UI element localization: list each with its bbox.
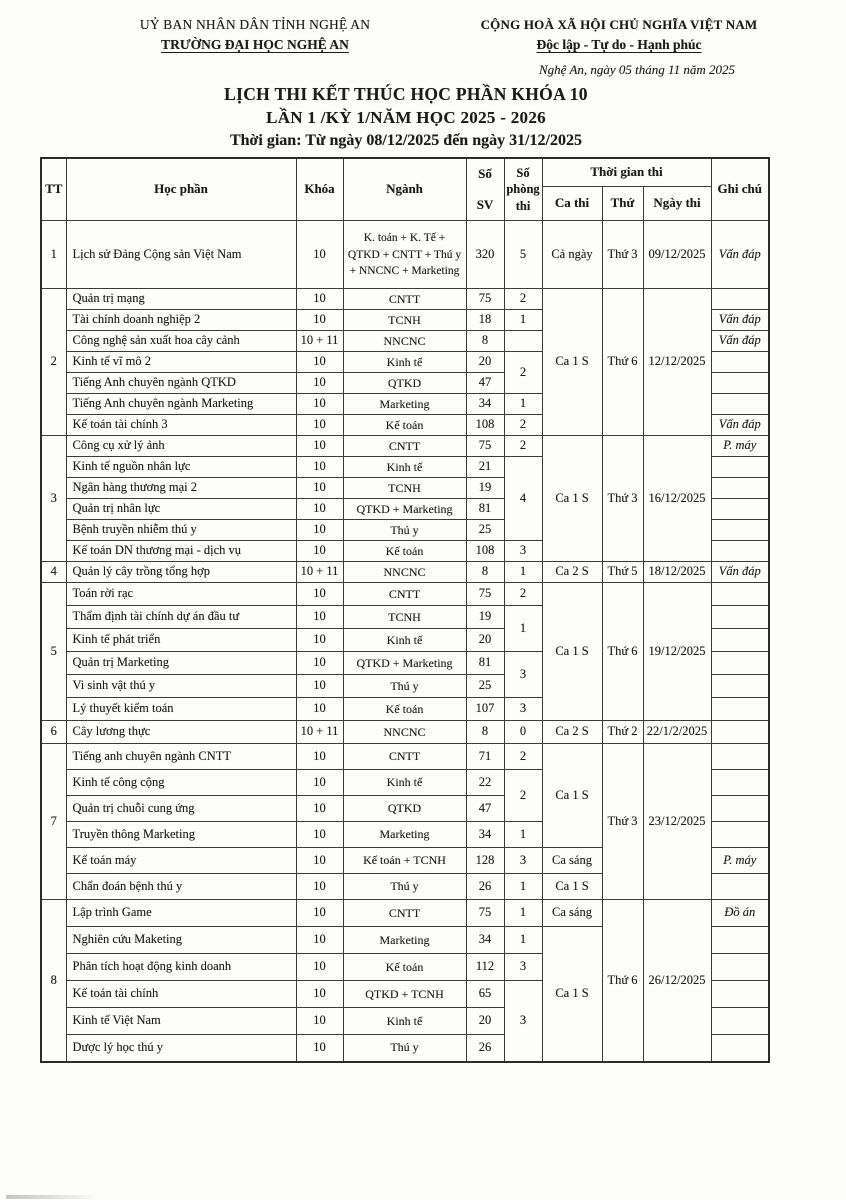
cell-nganh: NNCNC — [343, 721, 466, 744]
cell-nganh: NNCNC — [343, 331, 466, 352]
cell-nganh: QTKD — [343, 373, 466, 394]
cell-ghichu: Vấn đáp — [711, 562, 769, 583]
cell-ghichu — [711, 541, 769, 562]
cell-nganh: Kinh tế — [343, 457, 466, 478]
col-header-cathi: Ca thi — [542, 186, 602, 220]
cell-khoa: 10 — [296, 221, 343, 289]
cell-sophongthi: 1 — [504, 874, 542, 900]
cell-thu: Thứ 6 — [602, 289, 643, 436]
cell-ghichu — [711, 874, 769, 900]
cell-sosv: 26 — [466, 874, 504, 900]
cell-ghichu — [711, 652, 769, 675]
document-title — [0, 84, 812, 150]
table-row — [41, 436, 769, 457]
cell-hocphan: Quản lý cây trồng tổng hợp — [66, 562, 296, 583]
cell-hocphan: Cây lương thực — [66, 721, 296, 744]
cell-thu: Thứ 6 — [602, 583, 643, 721]
cell-hocphan: Kế toán tài chính 3 — [66, 415, 296, 436]
cell-sosv: 65 — [466, 981, 504, 1008]
cell-ngaythi: 12/12/2025 — [643, 289, 711, 436]
cell-hocphan: Thẩm định tài chính dự án đầu tư — [66, 606, 296, 629]
cell-nganh: Kế toán — [343, 541, 466, 562]
cell-hocphan: Kinh tế công cộng — [66, 770, 296, 796]
cell-ghichu — [711, 721, 769, 744]
cell-cathi: Ca 1 S — [542, 744, 602, 848]
cell-hocphan: Kinh tế vĩ mô 2 — [66, 352, 296, 373]
cell-sophongthi: 2 — [504, 289, 542, 310]
cell-sophongthi: 3 — [504, 652, 542, 698]
cell-tt: 3 — [41, 436, 66, 562]
table-row — [41, 289, 769, 310]
cell-ghichu — [711, 954, 769, 981]
cell-cathi: Ca 1 S — [542, 583, 602, 721]
cell-nganh: CNTT — [343, 289, 466, 310]
cell-nganh: Kinh tế — [343, 629, 466, 652]
cell-sophongthi: 1 — [504, 394, 542, 415]
cell-nganh: Kinh tế — [343, 770, 466, 796]
cell-ghichu — [711, 927, 769, 954]
cell-ghichu — [711, 744, 769, 770]
cell-hocphan: Tiếng Anh chuyên ngành QTKD — [66, 373, 296, 394]
cell-khoa: 10 — [296, 874, 343, 900]
cell-nganh: Marketing — [343, 394, 466, 415]
cell-sophongthi: 0 — [504, 721, 542, 744]
cell-tt: 8 — [41, 900, 66, 1062]
cell-nganh: QTKD — [343, 796, 466, 822]
cell-sosv: 21 — [466, 457, 504, 478]
cell-tt: 6 — [41, 721, 66, 744]
cell-hocphan: Công cụ xử lý ảnh — [66, 436, 296, 457]
cell-sophongthi: 1 — [504, 822, 542, 848]
cell-nganh: CNTT — [343, 744, 466, 770]
col-header-tt: TT — [41, 158, 66, 221]
cell-sosv: 108 — [466, 541, 504, 562]
cell-hocphan: Ngân hàng thương mại 2 — [66, 478, 296, 499]
cell-khoa: 10 — [296, 583, 343, 606]
cell-hocphan: Lập trình Game — [66, 900, 296, 927]
cell-ghichu — [711, 499, 769, 520]
cell-khoa: 10 — [296, 848, 343, 874]
cell-sosv: 47 — [466, 796, 504, 822]
cell-sosv: 75 — [466, 900, 504, 927]
cell-khoa: 10 — [296, 1035, 343, 1062]
title-line2: LẦN 1 /KỲ 1/NĂM HỌC 2025 - 2026 — [266, 108, 546, 127]
cell-sosv: 34 — [466, 822, 504, 848]
cell-sophongthi: 2 — [504, 744, 542, 770]
col-header-sosv: Số SV — [466, 158, 504, 221]
cell-ghichu — [711, 629, 769, 652]
cell-hocphan: Lịch sử Đảng Cộng sản Việt Nam — [66, 221, 296, 289]
col-header-ghichu: Ghi chú — [711, 158, 769, 221]
cell-khoa: 10 — [296, 822, 343, 848]
cell-cathi: Ca 2 S — [542, 562, 602, 583]
cell-khoa: 10 — [296, 499, 343, 520]
cell-khoa: 10 — [296, 457, 343, 478]
cell-nganh: TCNH — [343, 310, 466, 331]
cell-nganh: TCNH — [343, 606, 466, 629]
cell-thu: Thứ 3 — [602, 436, 643, 562]
cell-sosv: 8 — [466, 331, 504, 352]
cell-nganh: Kế toán — [343, 698, 466, 721]
cell-nganh: Kế toán + TCNH — [343, 848, 466, 874]
cell-hocphan: Tiếng anh chuyên ngành CNTT — [66, 744, 296, 770]
table-row — [41, 900, 769, 927]
cell-nganh: CNTT — [343, 436, 466, 457]
cell-khoa: 10 — [296, 1008, 343, 1035]
cell-hocphan: Toán rời rạc — [66, 583, 296, 606]
cell-sosv: 18 — [466, 310, 504, 331]
cell-thu: Thứ 6 — [602, 900, 643, 1062]
cell-hocphan: Chẩn đoán bệnh thú y — [66, 874, 296, 900]
table-row — [41, 562, 769, 583]
cell-sosv: 34 — [466, 394, 504, 415]
cell-hocphan: Phân tích hoạt động kinh doanh — [66, 954, 296, 981]
cell-khoa: 10 — [296, 954, 343, 981]
cell-sophongthi: 2 — [504, 415, 542, 436]
cell-ghichu: Vấn đáp — [711, 221, 769, 289]
cell-cathi: Ca 1 S — [542, 874, 602, 900]
cell-cathi: Ca sáng — [542, 900, 602, 927]
cell-hocphan: Kế toán tài chính — [66, 981, 296, 1008]
cell-nganh: Kế toán — [343, 415, 466, 436]
cell-sosv: 71 — [466, 744, 504, 770]
cell-sosv: 108 — [466, 415, 504, 436]
cell-nganh: TCNH — [343, 478, 466, 499]
cell-hocphan: Quản trị Marketing — [66, 652, 296, 675]
col-header-thu: Thứ — [602, 186, 643, 220]
cell-ghichu: Vấn đáp — [711, 310, 769, 331]
cell-cathi: Cả ngày — [542, 221, 602, 289]
exam-schedule-table — [40, 157, 770, 1063]
dateline: Nghệ An, ngày 05 tháng 11 năm 2025 — [539, 62, 735, 77]
table-header — [41, 158, 769, 221]
cell-khoa: 10 — [296, 675, 343, 698]
cell-sosv: 26 — [466, 1035, 504, 1062]
cell-ngaythi: 22/1/2/2025 — [643, 721, 711, 744]
cell-hocphan: Kinh tế nguồn nhân lực — [66, 457, 296, 478]
cell-nganh: Thú y — [343, 520, 466, 541]
cell-thu: Thứ 3 — [602, 221, 643, 289]
cell-tt: 4 — [41, 562, 66, 583]
university-name: TRƯỜNG ĐẠI HỌC NGHỆ AN — [161, 37, 349, 52]
cell-khoa: 10 — [296, 310, 343, 331]
cell-sophongthi: 2 — [504, 770, 542, 822]
cell-sophongthi: 3 — [504, 541, 542, 562]
cell-sophongthi: 1 — [504, 900, 542, 927]
cell-ghichu — [711, 373, 769, 394]
cell-ngaythi: 09/12/2025 — [643, 221, 711, 289]
cell-khoa: 10 — [296, 289, 343, 310]
cell-ghichu — [711, 520, 769, 541]
col-header-nganh: Ngành — [343, 158, 466, 221]
cell-sosv: 107 — [466, 698, 504, 721]
cell-khoa: 10 — [296, 436, 343, 457]
issuing-authority-block — [55, 17, 455, 53]
cell-nganh: QTKD + TCNH — [343, 981, 466, 1008]
cell-khoa: 10 — [296, 744, 343, 770]
cell-ngaythi: 16/12/2025 — [643, 436, 711, 562]
cell-ghichu — [711, 822, 769, 848]
cell-ghichu — [711, 583, 769, 606]
cell-nganh: NNCNC — [343, 562, 466, 583]
cell-hocphan: Kế toán DN thương mại - dịch vụ — [66, 541, 296, 562]
cell-hocphan: Bệnh truyền nhiễm thú y — [66, 520, 296, 541]
cell-khoa: 10 — [296, 394, 343, 415]
cell-ghichu: Vấn đáp — [711, 415, 769, 436]
cell-ghichu — [711, 981, 769, 1008]
cell-sophongthi: 1 — [504, 927, 542, 954]
cell-ghichu: P. máy — [711, 436, 769, 457]
cell-sosv: 81 — [466, 499, 504, 520]
cell-khoa: 10 — [296, 652, 343, 675]
col-header-ngaythi: Ngày thi — [643, 186, 711, 220]
table-row — [41, 221, 769, 289]
cell-cathi: Ca sáng — [542, 848, 602, 874]
cell-khoa: 10 + 11 — [296, 331, 343, 352]
cell-sosv: 19 — [466, 478, 504, 499]
table-row — [41, 744, 769, 770]
cell-cathi: Ca 1 S — [542, 436, 602, 562]
cell-thu: Thứ 5 — [602, 562, 643, 583]
cell-nganh: Kế toán — [343, 954, 466, 981]
cell-hocphan: Kinh tế phát triển — [66, 629, 296, 652]
cell-sophongthi — [504, 331, 542, 352]
cell-hocphan: Kế toán máy — [66, 848, 296, 874]
cell-sosv: 8 — [466, 721, 504, 744]
cell-nganh: CNTT — [343, 900, 466, 927]
cell-ngaythi: 18/12/2025 — [643, 562, 711, 583]
cell-sosv: 20 — [466, 629, 504, 652]
cell-sophongthi: 3 — [504, 954, 542, 981]
cell-sosv: 128 — [466, 848, 504, 874]
cell-tt: 1 — [41, 221, 66, 289]
cell-nganh: Kinh tế — [343, 1008, 466, 1035]
col-header-sophongthi: Số phòng thi — [504, 158, 542, 221]
cell-ghichu — [711, 698, 769, 721]
cell-hocphan: Quản trị chuỗi cung ứng — [66, 796, 296, 822]
cell-khoa: 10 — [296, 415, 343, 436]
cell-nganh: QTKD + Marketing — [343, 499, 466, 520]
cell-ghichu — [711, 457, 769, 478]
cell-khoa: 10 — [296, 770, 343, 796]
cell-ghichu — [711, 289, 769, 310]
cell-hocphan: Công nghệ sản xuất hoa cây cảnh — [66, 331, 296, 352]
cell-sosv: 25 — [466, 520, 504, 541]
cell-ghichu — [711, 1035, 769, 1062]
national-motto-line1: CỘNG HOÀ XÃ HỘI CHỦ NGHĨA VIỆT NAM — [480, 17, 758, 32]
cell-khoa: 10 — [296, 698, 343, 721]
schedule-table-body — [41, 221, 769, 1062]
cell-sosv: 75 — [466, 436, 504, 457]
cell-ngaythi: 26/12/2025 — [643, 900, 711, 1062]
cell-hocphan: Truyền thông Marketing — [66, 822, 296, 848]
cell-sosv: 81 — [466, 652, 504, 675]
cell-nganh: Kinh tế — [343, 352, 466, 373]
cell-sosv: 75 — [466, 583, 504, 606]
cell-ghichu — [711, 606, 769, 629]
cell-khoa: 10 — [296, 541, 343, 562]
cell-sosv: 22 — [466, 770, 504, 796]
cell-tt: 7 — [41, 744, 66, 900]
cell-hocphan: Quản trị nhân lực — [66, 499, 296, 520]
cell-ghichu — [711, 478, 769, 499]
cell-khoa: 10 — [296, 796, 343, 822]
cell-sophongthi: 1 — [504, 562, 542, 583]
cell-khoa: 10 — [296, 373, 343, 394]
cell-hocphan: Lý thuyết kiểm toán — [66, 698, 296, 721]
cell-nganh: K. toán + K. Tế + QTKD + CNTT + Thú y + NNCNC + Marketing — [343, 221, 466, 289]
cell-ngaythi: 19/12/2025 — [643, 583, 711, 721]
cell-nganh: QTKD + Marketing — [343, 652, 466, 675]
cell-ghichu — [711, 352, 769, 373]
cell-khoa: 10 — [296, 629, 343, 652]
cell-nganh: Thú y — [343, 1035, 466, 1062]
cell-nganh: Thú y — [343, 874, 466, 900]
cell-ghichu: P. máy — [711, 848, 769, 874]
cell-khoa: 10 — [296, 927, 343, 954]
cell-nganh: Marketing — [343, 927, 466, 954]
cell-ghichu — [711, 675, 769, 698]
cell-sophongthi: 2 — [504, 352, 542, 394]
cell-hocphan: Tài chính doanh nghiệp 2 — [66, 310, 296, 331]
cell-cathi: Ca 2 S — [542, 721, 602, 744]
cell-hocphan: Kinh tế Việt Nam — [66, 1008, 296, 1035]
cell-sophongthi: 3 — [504, 848, 542, 874]
cell-hocphan: Nghiên cứu Maketing — [66, 927, 296, 954]
cell-ghichu: Vấn đáp — [711, 331, 769, 352]
cell-cathi: Ca 1 S — [542, 927, 602, 1062]
title-line1: LỊCH THI KẾT THÚC HỌC PHẦN KHÓA 10 — [224, 84, 588, 104]
col-header-hocphan: Học phần — [66, 158, 296, 221]
cell-ghichu: Đồ án — [711, 900, 769, 927]
cell-sophongthi: 2 — [504, 436, 542, 457]
cell-cathi: Ca 1 S — [542, 289, 602, 436]
cell-khoa: 10 — [296, 520, 343, 541]
col-header-khoa: Khóa — [296, 158, 343, 221]
cell-hocphan: Vi sinh vật thú y — [66, 675, 296, 698]
national-motto-line2: Độc lập - Tự do - Hạnh phúc — [536, 37, 702, 52]
table-row — [41, 721, 769, 744]
cell-ghichu — [711, 394, 769, 415]
cell-hocphan: Dược lý học thú y — [66, 1035, 296, 1062]
cell-sophongthi: 1 — [504, 606, 542, 652]
col-header-thoigianthi: Thời gian thi — [542, 158, 711, 186]
cell-sophongthi: 2 — [504, 583, 542, 606]
cell-ghichu — [711, 770, 769, 796]
title-line3: Thời gian: Từ ngày 08/12/2025 đến ngày 31/12/2025 — [229, 132, 582, 149]
cell-hocphan: Quản trị mạng — [66, 289, 296, 310]
cell-ghichu — [711, 796, 769, 822]
cell-khoa: 10 — [296, 606, 343, 629]
cell-sosv: 20 — [466, 352, 504, 373]
cell-sosv: 47 — [466, 373, 504, 394]
cell-sosv: 25 — [466, 675, 504, 698]
cell-khoa: 10 + 11 — [296, 721, 343, 744]
cell-ngaythi: 23/12/2025 — [643, 744, 711, 900]
cell-khoa: 10 — [296, 352, 343, 373]
cell-sosv: 75 — [466, 289, 504, 310]
cell-nganh: Marketing — [343, 822, 466, 848]
cell-hocphan: Tiếng Anh chuyên ngành Marketing — [66, 394, 296, 415]
cell-sosv: 8 — [466, 562, 504, 583]
cell-tt: 5 — [41, 583, 66, 721]
cell-tt: 2 — [41, 289, 66, 436]
cell-sophongthi: 3 — [504, 698, 542, 721]
cell-sophongthi: 1 — [504, 310, 542, 331]
cell-thu: Thứ 2 — [602, 721, 643, 744]
table-row — [41, 583, 769, 606]
authority-name: UỶ BAN NHÂN DÂN TỈNH NGHỆ AN — [139, 17, 371, 32]
cell-nganh: Thú y — [343, 675, 466, 698]
cell-nganh: CNTT — [343, 583, 466, 606]
cell-sophongthi: 3 — [504, 981, 542, 1062]
cell-khoa: 10 + 11 — [296, 562, 343, 583]
cell-khoa: 10 — [296, 900, 343, 927]
cell-khoa: 10 — [296, 478, 343, 499]
cell-sosv: 19 — [466, 606, 504, 629]
cell-sophongthi: 4 — [504, 457, 542, 541]
national-header-block — [458, 17, 780, 78]
cell-sosv: 112 — [466, 954, 504, 981]
cell-sophongthi: 5 — [504, 221, 542, 289]
cell-sosv: 320 — [466, 221, 504, 289]
cell-thu: Thứ 3 — [602, 744, 643, 900]
cell-sosv: 20 — [466, 1008, 504, 1035]
cell-ghichu — [711, 1008, 769, 1035]
cell-khoa: 10 — [296, 981, 343, 1008]
cell-sosv: 34 — [466, 927, 504, 954]
scan-smudge — [6, 1195, 98, 1199]
